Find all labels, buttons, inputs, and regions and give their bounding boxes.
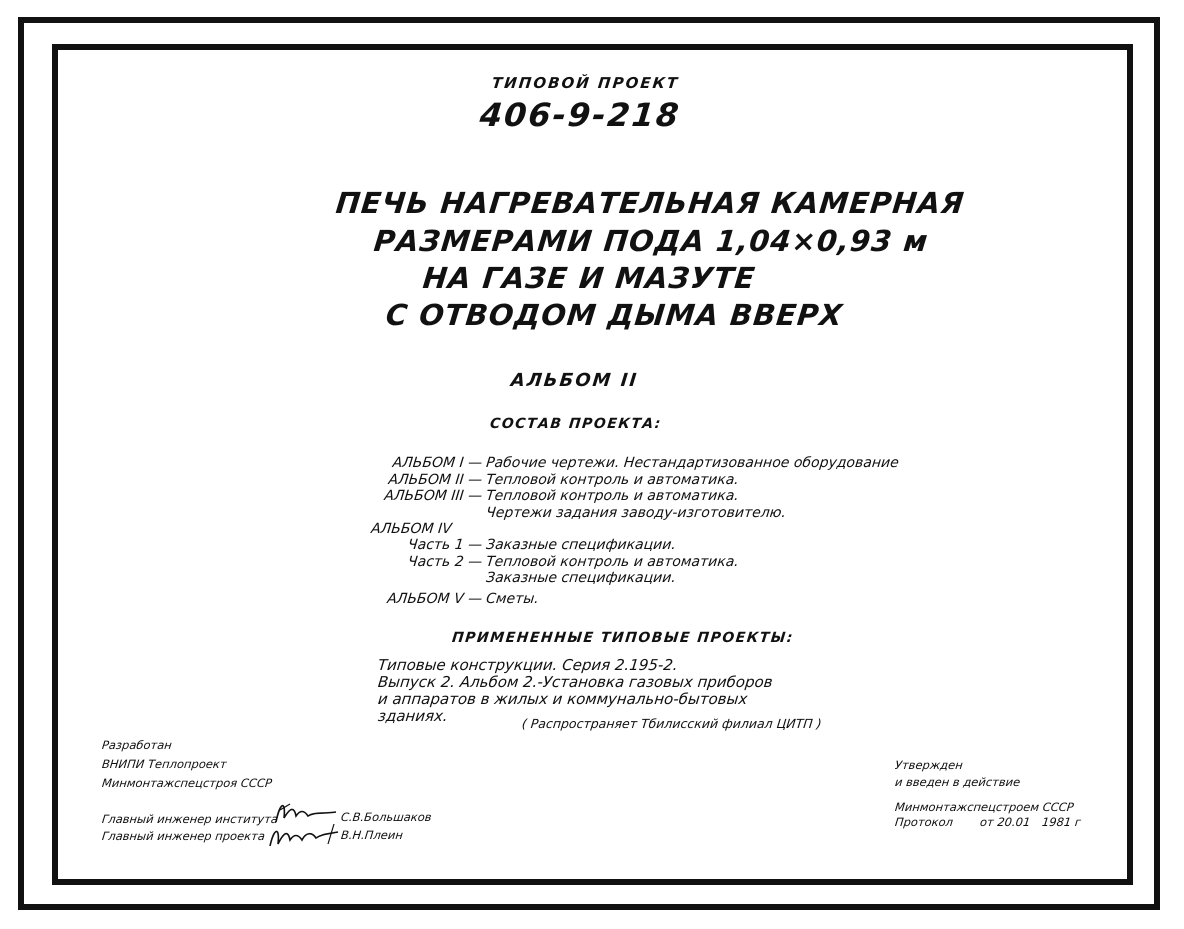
approval-line-1: Утвержден xyxy=(894,758,964,772)
applied-line-3: и аппаратов в жилых и коммунально-бытовых xyxy=(377,690,749,708)
title-line-1: ПЕЧЬ НАГРЕВАТЕЛЬНАЯ КАМЕРНАЯ xyxy=(334,186,967,220)
applied-line-4: зданиях. xyxy=(377,707,449,725)
contents-text: Чертежи задания заводу-изготовителю. xyxy=(485,505,787,521)
contents-key: Часть 2 — xyxy=(407,554,483,570)
contents-key: АЛЬБОМ IV xyxy=(370,521,453,537)
protocol-label: Протокол xyxy=(894,815,954,829)
contents-heading: СОСТАВ ПРОЕКТА: xyxy=(489,416,663,432)
signature-2-icon xyxy=(266,818,342,850)
developer-line-2: ВНИПИ Теплопроект xyxy=(101,757,228,771)
applied-line-2: Выпуск 2. Альбом 2.-Установка газовых приборов xyxy=(377,673,774,691)
contents-text: Сметы. xyxy=(485,591,540,607)
approval-line-2: и введен в действие xyxy=(894,775,1021,789)
approval-org: Минмонтажспецстроем СССР xyxy=(894,800,1075,814)
contents-text: Рабочие чертежи. Нестандартизованное оборудование xyxy=(485,455,900,471)
project-number: 406-9-218 xyxy=(478,96,683,134)
signature-role-1: Главный инженер института xyxy=(101,812,279,826)
title-line-4: С ОТВОДОМ ДЫМА ВВЕРХ xyxy=(384,298,845,332)
applied-line-1: Типовые конструкции. Серия 2.195-2. xyxy=(377,656,679,674)
contents-key: АЛЬБОМ I — xyxy=(391,455,483,471)
protocol-year: 1981 г xyxy=(1041,815,1082,829)
protocol-date: от 20.01 xyxy=(979,815,1032,829)
contents-key: АЛЬБОМ V — xyxy=(386,591,483,607)
title-line-2: РАЗМЕРАМИ ПОДА 1,04×0,93 м xyxy=(372,224,931,258)
contents-key: АЛЬБОМ III — xyxy=(383,488,483,504)
signature-name-1: С.В.Большаков xyxy=(340,810,433,824)
contents-text: Заказные спецификации. xyxy=(485,537,677,553)
developer-line-3: Минмонтажспецстроя СССР xyxy=(101,776,273,790)
contents-key: Часть 1 — xyxy=(407,537,483,553)
applied-projects-heading: ПРИМЕНЕННЫЕ ТИПОВЫЕ ПРОЕКТЫ: xyxy=(451,630,795,646)
album-number: АЛЬБОМ II xyxy=(509,370,640,391)
project-type-label: ТИПОВОЙ ПРОЕКТ xyxy=(491,74,681,92)
contents-text: Тепловой контроль и автоматика. xyxy=(485,472,740,488)
contents-text: Тепловой контроль и автоматика. xyxy=(485,488,740,504)
contents-text: Заказные спецификации. xyxy=(485,570,677,586)
signature-role-2: Главный инженер проекта xyxy=(101,829,266,843)
title-line-3: НА ГАЗЕ И МАЗУТЕ xyxy=(421,261,758,295)
developer-line-1: Разработан xyxy=(101,738,173,752)
distribution-note: ( Распространяет Тбилисский филиал ЦИТП ) xyxy=(521,716,823,731)
signature-name-2: В.Н.Плеин xyxy=(340,828,404,842)
contents-key: АЛЬБОМ II — xyxy=(387,472,483,488)
contents-text: Тепловой контроль и автоматика. xyxy=(485,554,740,570)
